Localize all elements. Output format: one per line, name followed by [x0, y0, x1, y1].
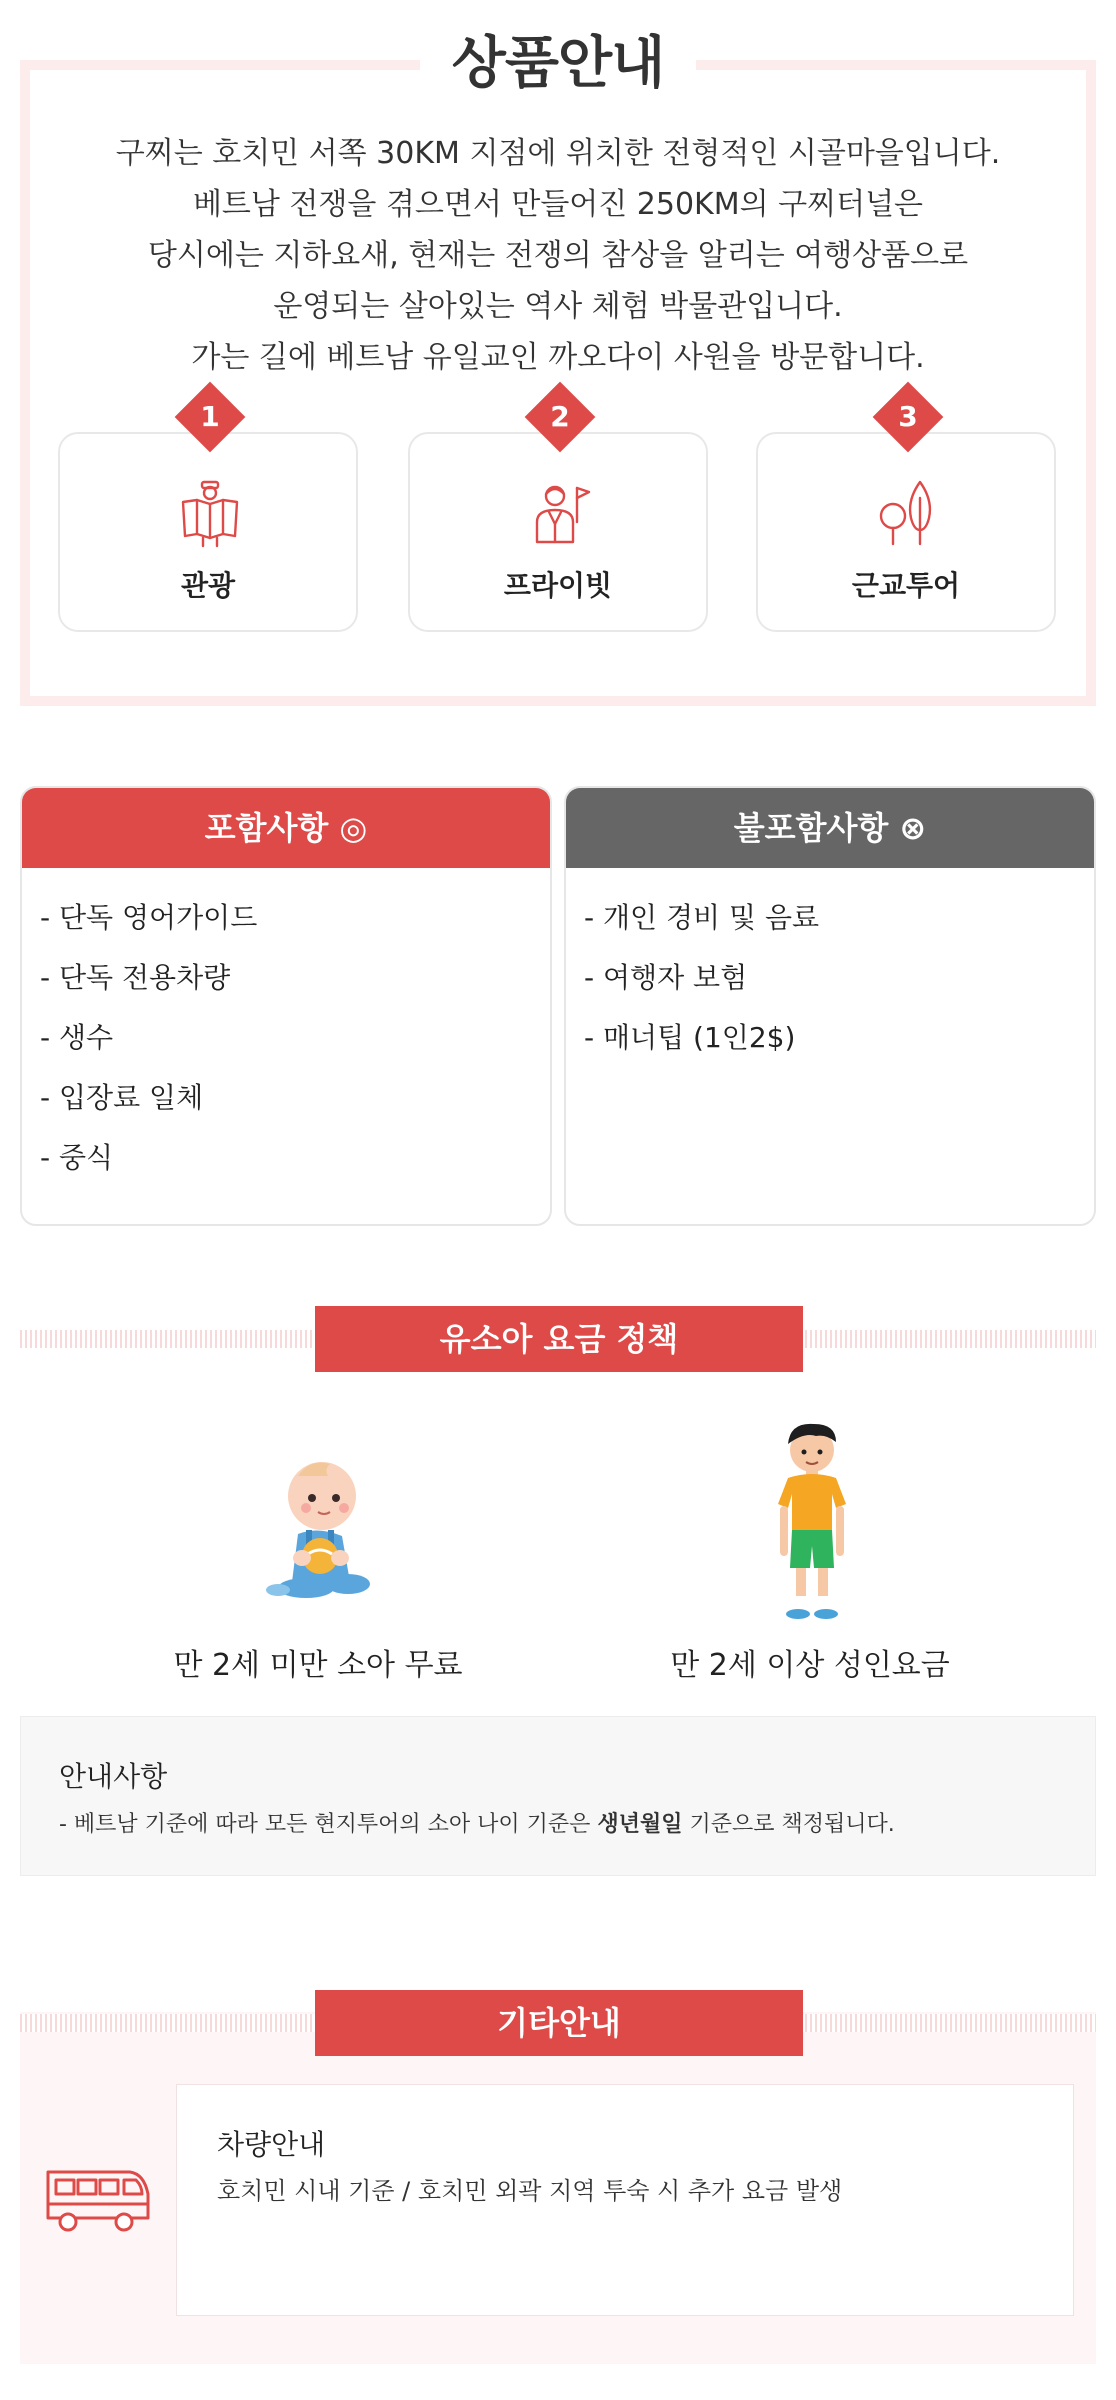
notice-title: 안내사항	[59, 1760, 168, 1793]
description-line: 운영되는 살아있는 역사 체험 박물관입니다.	[273, 289, 843, 324]
description-line: 당시에는 지하요새, 현재는 전쟁의 참상을 알리는 여행상품으로	[147, 238, 969, 273]
tour-type-label: 근교투어	[851, 569, 961, 602]
child-policy-title: 유소아 요금 정책	[315, 1306, 803, 1372]
notice-text: - 베트남 기준에 따라 모든 현지투어의 소아 나이 기준은 생년월일 기준으로 책정됩니다.	[59, 1812, 895, 1837]
vehicle-info-title: 차량안내	[217, 2128, 326, 2161]
included-card	[20, 786, 552, 1226]
trees-icon	[873, 478, 943, 548]
included-list	[22, 868, 550, 1188]
list-item: - 개인 경비 및 음료	[584, 901, 820, 934]
list-item: - 단독 영어가이드	[40, 901, 258, 934]
notice-highlight: 생년월일	[597, 1812, 683, 1837]
list-item: - 생수	[40, 1021, 114, 1054]
tour-type-card-sightseeing	[58, 400, 358, 632]
tour-type-label: 프라이빗	[503, 569, 613, 602]
list-item: - 매너팁 (1인2$)	[584, 1021, 796, 1054]
tour-type-card-suburban	[756, 400, 1056, 632]
tour-type-card-private	[408, 400, 708, 632]
number-badge: 2	[525, 382, 595, 452]
included-header: 포함사항 ◎	[22, 788, 550, 868]
private-guide-icon	[525, 478, 595, 548]
number-badge: 1	[175, 382, 245, 452]
tour-type-label: 관광	[180, 569, 236, 602]
child-illustration	[760, 1420, 860, 1630]
child-caption: 만 2세 이상 성인요금	[670, 1648, 950, 1683]
list-item: - 중식	[40, 1141, 114, 1174]
description-line: 구찌는 호치민 서쪽 30KM 지점에 위치한 전형적인 시골마을입니다.	[115, 136, 1001, 171]
product-info-title: 상품안내	[420, 22, 696, 106]
excluded-card	[564, 786, 1096, 1226]
notice-box	[20, 1716, 1096, 1876]
vehicle-info-card	[176, 2084, 1074, 2316]
list-item: - 입장료 일체	[40, 1081, 204, 1114]
description-line: 가는 길에 베트남 유일교인 까오다이 사원을 방문합니다.	[191, 340, 925, 375]
description-line: 베트남 전쟁을 겪으면서 만들어진 250KM의 구찌터널은	[192, 187, 924, 222]
vehicle-info-text: 호치민 시내 기준 / 호치민 외곽 지역 투숙 시 추가 요금 발생	[217, 2177, 843, 2205]
excluded-list	[566, 868, 1094, 1068]
list-item: - 여행자 보험	[584, 961, 748, 994]
infant-illustration	[258, 1450, 378, 1600]
excluded-header: 불포함사항 ⊗	[566, 788, 1094, 868]
product-info-description	[60, 128, 1056, 383]
bus-icon	[44, 2164, 152, 2236]
list-item: - 단독 전용차량	[40, 961, 231, 994]
infant-caption: 만 2세 미만 소아 무료	[173, 1648, 463, 1683]
tour-guide-icon	[175, 478, 245, 548]
misc-info-title: 기타안내	[315, 1990, 803, 2056]
number-badge: 3	[873, 382, 943, 452]
